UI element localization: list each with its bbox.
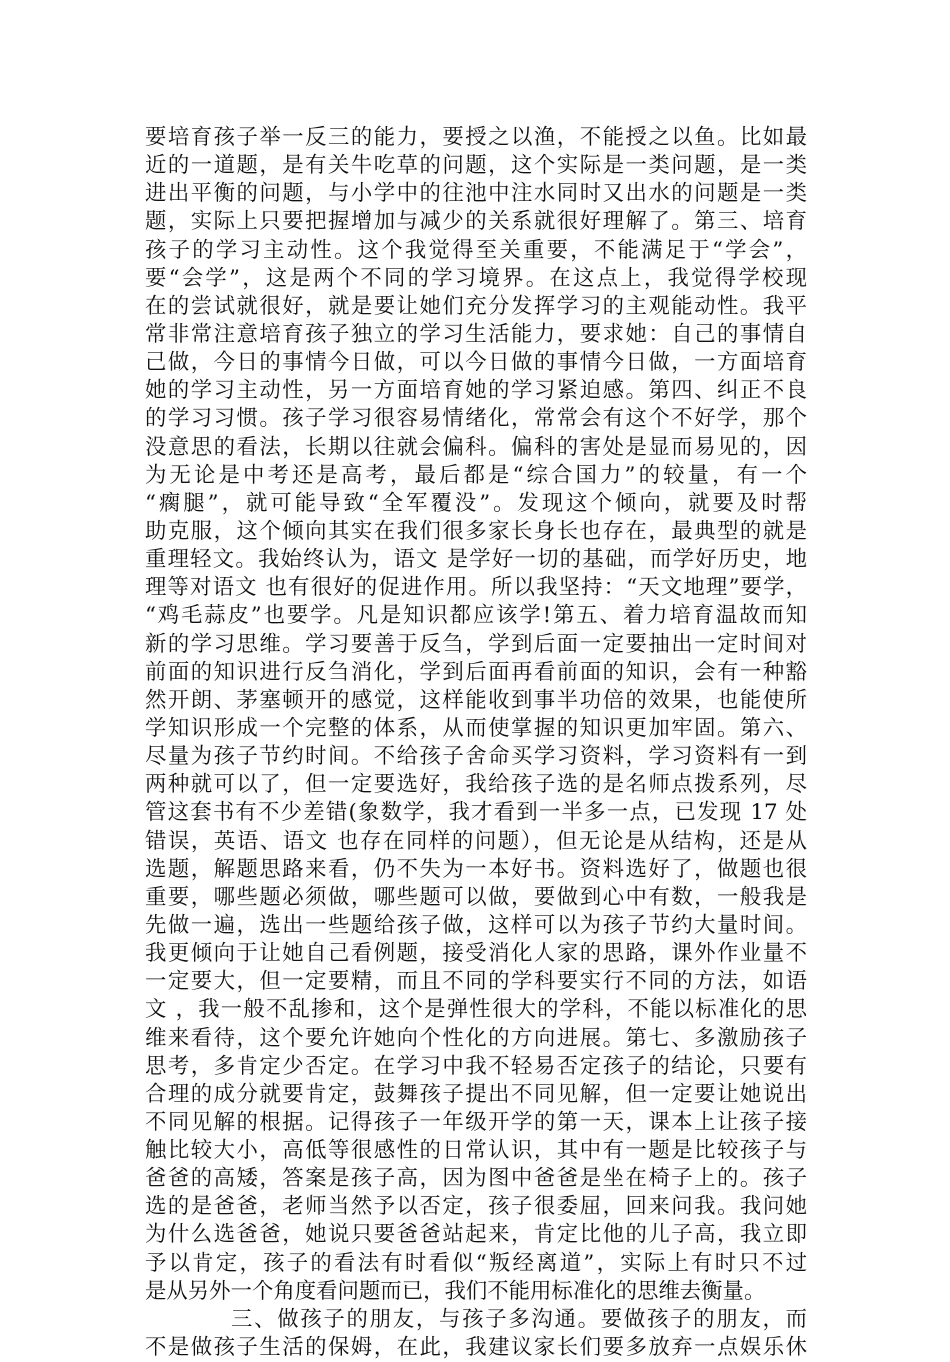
- text-line: “瘸腿”，就可能导致“全军覆没”。发现这个倾向，就要及时帮: [145, 490, 807, 516]
- text-line: 进出平衡的问题，与小学中的往池中注水同时又出水的问题是一类: [145, 181, 807, 207]
- text-line: 爸爸的高矮，答案是孩子高，因为图中爸爸是坐在椅子上的。孩子: [145, 1166, 807, 1192]
- text-line: 没意思的看法，长期以往就会偏科。偏科的害处是显而易见的，因: [145, 434, 807, 460]
- text-line: 予以肯定，孩子的看法有时看似“叛经离道”，实际上有时只不过: [145, 1250, 807, 1276]
- text-line: 重理轻文。我始终认为，语文 是学好一切的基础，而学好历史，地: [145, 547, 807, 573]
- text-line: 然开朗、茅塞顿开的感觉，这样能收到事半功倍的效果，也能使所: [145, 687, 807, 713]
- text-line: 为什么选爸爸，她说只要爸爸站起来，肯定比他的儿子高，我立即: [145, 1222, 807, 1248]
- text-line: 思考，多肯定少否定。在学习中我不轻易否定孩子的结论，只要有: [145, 1053, 807, 1079]
- text-line: 近的一道题，是有关牛吃草的问题，这个实际是一类问题，是一类: [145, 153, 807, 179]
- text-line: 维来看待，这个要允许她向个性化的方向进展。第七、多激励孩子: [145, 1025, 807, 1051]
- text-line: 错误，英语、语文 也存在同样的问题），但无论是从结构，还是从: [145, 828, 807, 854]
- text-line: 两种就可以了，但一定要选好，我给孩子选的是名师点拨系列，尽: [145, 772, 807, 798]
- paragraph-first-line: 三、做孩子的朋友，与孩子多沟通。要做孩子的朋友，而: [231, 1306, 807, 1332]
- text-line: 选题，解题思路来看，仍不失为一本好书。资料选好了，做题也很: [145, 856, 807, 882]
- text-line: 常非常注意培育孩子独立的学习生活能力，要求她：自己的事情自: [145, 321, 807, 347]
- text-line: 管这套书有不少差错(象数学，我才看到一半多一点，已发现 17 处: [145, 800, 807, 826]
- text-line: 一定要大，但一定要精，而且不同的学科要实行不同的方法，如语: [145, 969, 807, 995]
- text-line: 选的是爸爸，老师当然予以否定，孩子很委屈，回来问我。我问她: [145, 1194, 807, 1220]
- text-line: 触比较大小，高低等很感性的日常认识，其中有一题是比较孩子与: [145, 1138, 807, 1164]
- text-line: 己做，今日的事情今日做，可以今日做的事情今日做，一方面培育: [145, 350, 807, 376]
- text-line: 先做一遍，选出一些题给孩子做，这样可以为孩子节约大量时间。: [145, 912, 807, 938]
- text-line: 题，实际上只要把握增加与减少的关系就很好理解了。第三、培育: [145, 209, 807, 235]
- text-line: 不是做孩子生活的保姆，在此，我建议家长们要多放弃一点娱乐休: [145, 1335, 807, 1361]
- text-line: 她的学习主动性，另一方面培育她的学习紧迫感。第四、纠正不良: [145, 378, 807, 404]
- text-line: 理等对语文 也有很好的促进作用。所以我坚持：“天文地理”要学，: [145, 575, 807, 601]
- body-text: [145, 124, 807, 1362]
- paragraph-last-line: 是从另外一个角度看问题而已，我们不能用标准化的思维去衡量。: [145, 1278, 766, 1304]
- text-line: 助克服，这个倾向其实在我们很多家长身长也存在，最典型的就是: [145, 518, 807, 544]
- text-line: 学知识形成一个完整的体系，从而使掌握的知识更加牢固。第六、: [145, 715, 807, 741]
- text-line: 我更倾向于让她自己看例题，接受消化人家的思路，课外作业量不: [145, 941, 807, 967]
- text-line: 为无论是中考还是高考，最后都是“综合国力”的较量，有一个: [145, 462, 807, 488]
- text-line: 不同见解的根据。记得孩子一年级开学的第一天，课本上让孩子接: [145, 1109, 807, 1135]
- text-line: 重要，哪些题必须做，哪些题可以做，要做到心中有数，一般我是: [145, 884, 807, 910]
- text-line: 的学习习惯。孩子学习很容易情绪化，常常会有这个不好学，那个: [145, 406, 807, 432]
- text-line: 前面的知识进行反刍消化，学到后面再看前面的知识，会有一种豁: [145, 659, 807, 685]
- document-page: [145, 124, 807, 1361]
- text-line: 孩子的学习主动性。这个我觉得至关重要，不能满足于“学会”，: [145, 237, 807, 263]
- text-line: 合理的成分就要肯定，鼓舞孩子提出不同见解，但一定要让她说出: [145, 1081, 807, 1107]
- text-line: 在的尝试就很好，就是要让她们充分发挥学习的主观能动性。我平: [145, 293, 807, 319]
- text-line: 要培育孩子举一反三的能力，要授之以渔，不能授之以鱼。比如最: [145, 125, 807, 150]
- text-line: 文 ，我一般不乱掺和，这个是弹性很大的学科，不能以标准化的思: [145, 997, 807, 1023]
- text-line: “鸡毛蒜皮”也要学。凡是知识都应该学!第五、着力培育温故而知: [145, 603, 807, 629]
- text-line: 新的学习思维。学习要善于反刍，学到后面一定要抽出一定时间对: [145, 631, 807, 657]
- text-line: 尽量为孩子节约时间。不给孩子舍命买学习资料，学习资料有一到: [145, 744, 807, 770]
- text-line: 要“会学”，这是两个不同的学习境界。在这点上，我觉得学校现: [145, 265, 807, 291]
